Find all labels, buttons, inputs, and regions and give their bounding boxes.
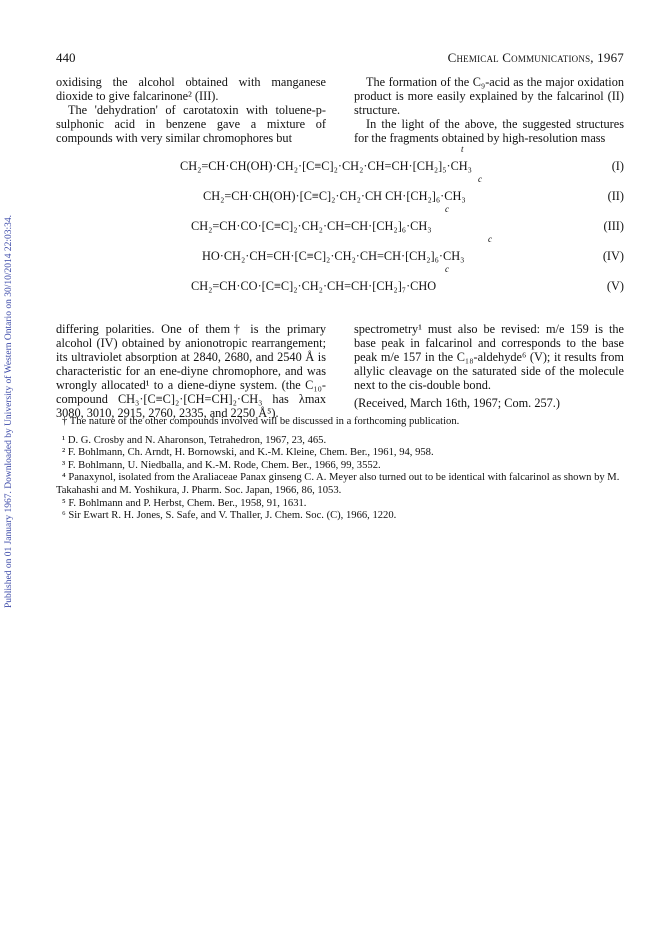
formula-label: (III) bbox=[603, 219, 624, 233]
formula-label: (I) bbox=[611, 159, 624, 173]
stereo-mark: c bbox=[445, 264, 449, 274]
download-watermark-text: Published on 01 January 1967. Downloaded by University of Western Ontario on 30/10/2014 22:03:34. bbox=[4, 214, 14, 608]
formula: CH₂=CH·CH(OH)·[C≡C]₂·CH₂·CH CH·[CH₂]₆·CH₃ bbox=[203, 189, 466, 203]
reference-item: ⁴ Panaxynol, isolated from the Araliaceae Panax ginseng C. A. Meyer also turned out to be identical with falcarinol as shown by M. Takahashi and M. Yoshikura, J. Pharm. Soc. Japan, 1966, 86, 1053. bbox=[56, 472, 620, 496]
formula: HO·CH₂·CH=CH·[C≡C]₂·CH₂·CH=CH·[CH₂]₆·CH₃ bbox=[202, 249, 465, 263]
column-left-bottom bbox=[56, 322, 326, 420]
received-note: (Received, March 16th, 1967; Com. 257.) bbox=[354, 396, 560, 410]
reference-item: ² F. Bohlmann, Ch. Arndt, H. Bornowski, and K.-M. Kleine, Chem. Ber., 1961, 94, 958. bbox=[62, 447, 434, 459]
page-number: 440 bbox=[56, 50, 76, 65]
paragraph: In the light of the above, the suggested structures for the fragments obtained by high-resolution mass bbox=[354, 117, 624, 145]
column-left-top bbox=[56, 75, 326, 145]
formula-row bbox=[56, 144, 624, 173]
page-header bbox=[56, 50, 624, 68]
formula: CH₂=CH·CH(OH)·CH₂·[C≡C]₂·CH₂·CH=CH·[CH₂]₅·CH₃ bbox=[180, 159, 472, 173]
formula: CH₂=CH·CO·[C≡C]₂·CH₂·CH=CH·[CH₂]₇·CHO bbox=[191, 279, 437, 293]
paragraph: oxidising the alcohol obtained with manganese dioxide to give falcarinone² (III). bbox=[56, 75, 326, 103]
formula-row bbox=[56, 174, 624, 203]
paragraph: differing polarities. One of them† is the primary alcohol (IV) obtained by anionotropic rearrangement; its ultraviolet absorption at 2840, 2680, and 2540 Å is characteristic for an ene-diyne chromophore, and was wrongly allocated¹ to a diene-diyne system. (the C₁₀-compound CH₃·[C≡C]₂·[CH=CH]₂·CH₃ has λmax 3080, 3010, 2915, 2760, 2335, and 2250 Å⁵). bbox=[56, 322, 326, 420]
formula: CH₂=CH·CO·[C≡C]₂·CH₂·CH=CH·[CH₂]₆·CH₃ bbox=[191, 219, 432, 233]
formula-label: (IV) bbox=[602, 249, 624, 263]
reference-item: ³ F. Bohlmann, U. Niedballa, and K.-M. Rode, Chem. Ber., 1966, 99, 3552. bbox=[62, 459, 381, 471]
stereo-mark: c bbox=[478, 174, 482, 184]
structure-formulas bbox=[56, 144, 624, 312]
paragraph: spectrometry¹ must also be revised: m/e 159 is the base peak in falcarinol and corresponds to the base peak m/e 157 in the C₁₈-aldehyde⁶ (V); it results from allylic cleavage on the saturated side of the molecule next to the cis-double bond. bbox=[354, 322, 624, 392]
formula-row bbox=[56, 204, 624, 233]
column-right-top bbox=[354, 75, 624, 145]
footnotes bbox=[56, 416, 624, 523]
formula-row bbox=[56, 234, 624, 263]
formula-label: (II) bbox=[607, 189, 624, 203]
reference-item: ⁶ Sir Ewart R. H. Jones, S. Safe, and V. Thaller, J. Chem. Soc. (C), 1966, 1220. bbox=[62, 510, 397, 522]
column-right-bottom bbox=[354, 322, 624, 410]
journal-title: Chemical Communications, 1967 bbox=[447, 50, 624, 65]
stereo-mark: t bbox=[461, 144, 464, 154]
formula-row bbox=[56, 264, 624, 293]
reference-item: ¹ D. G. Crosby and N. Aharonson, Tetrahedron, 1967, 23, 465. bbox=[62, 434, 327, 446]
paragraph: The 'dehydration' of carotatoxin with toluene-p-sulphonic acid in benzene gave a mixture of compounds with very similar chromophores but bbox=[56, 103, 326, 145]
formula-label: (V) bbox=[606, 279, 624, 293]
reference-item: ⁵ F. Bohlmann and P. Herbst, Chem. Ber., 1958, 91, 1631. bbox=[62, 497, 307, 509]
paragraph: The formation of the C₉-acid as the major oxidation product is more easily explained by the falcarinol (II) structure. bbox=[354, 75, 624, 117]
stereo-mark: c bbox=[488, 234, 492, 244]
footnote-dagger: † The nature of the other compounds involved will be discussed in a forthcoming publication. bbox=[62, 416, 460, 427]
stereo-mark: c bbox=[445, 204, 449, 214]
download-watermark bbox=[4, 0, 22, 936]
